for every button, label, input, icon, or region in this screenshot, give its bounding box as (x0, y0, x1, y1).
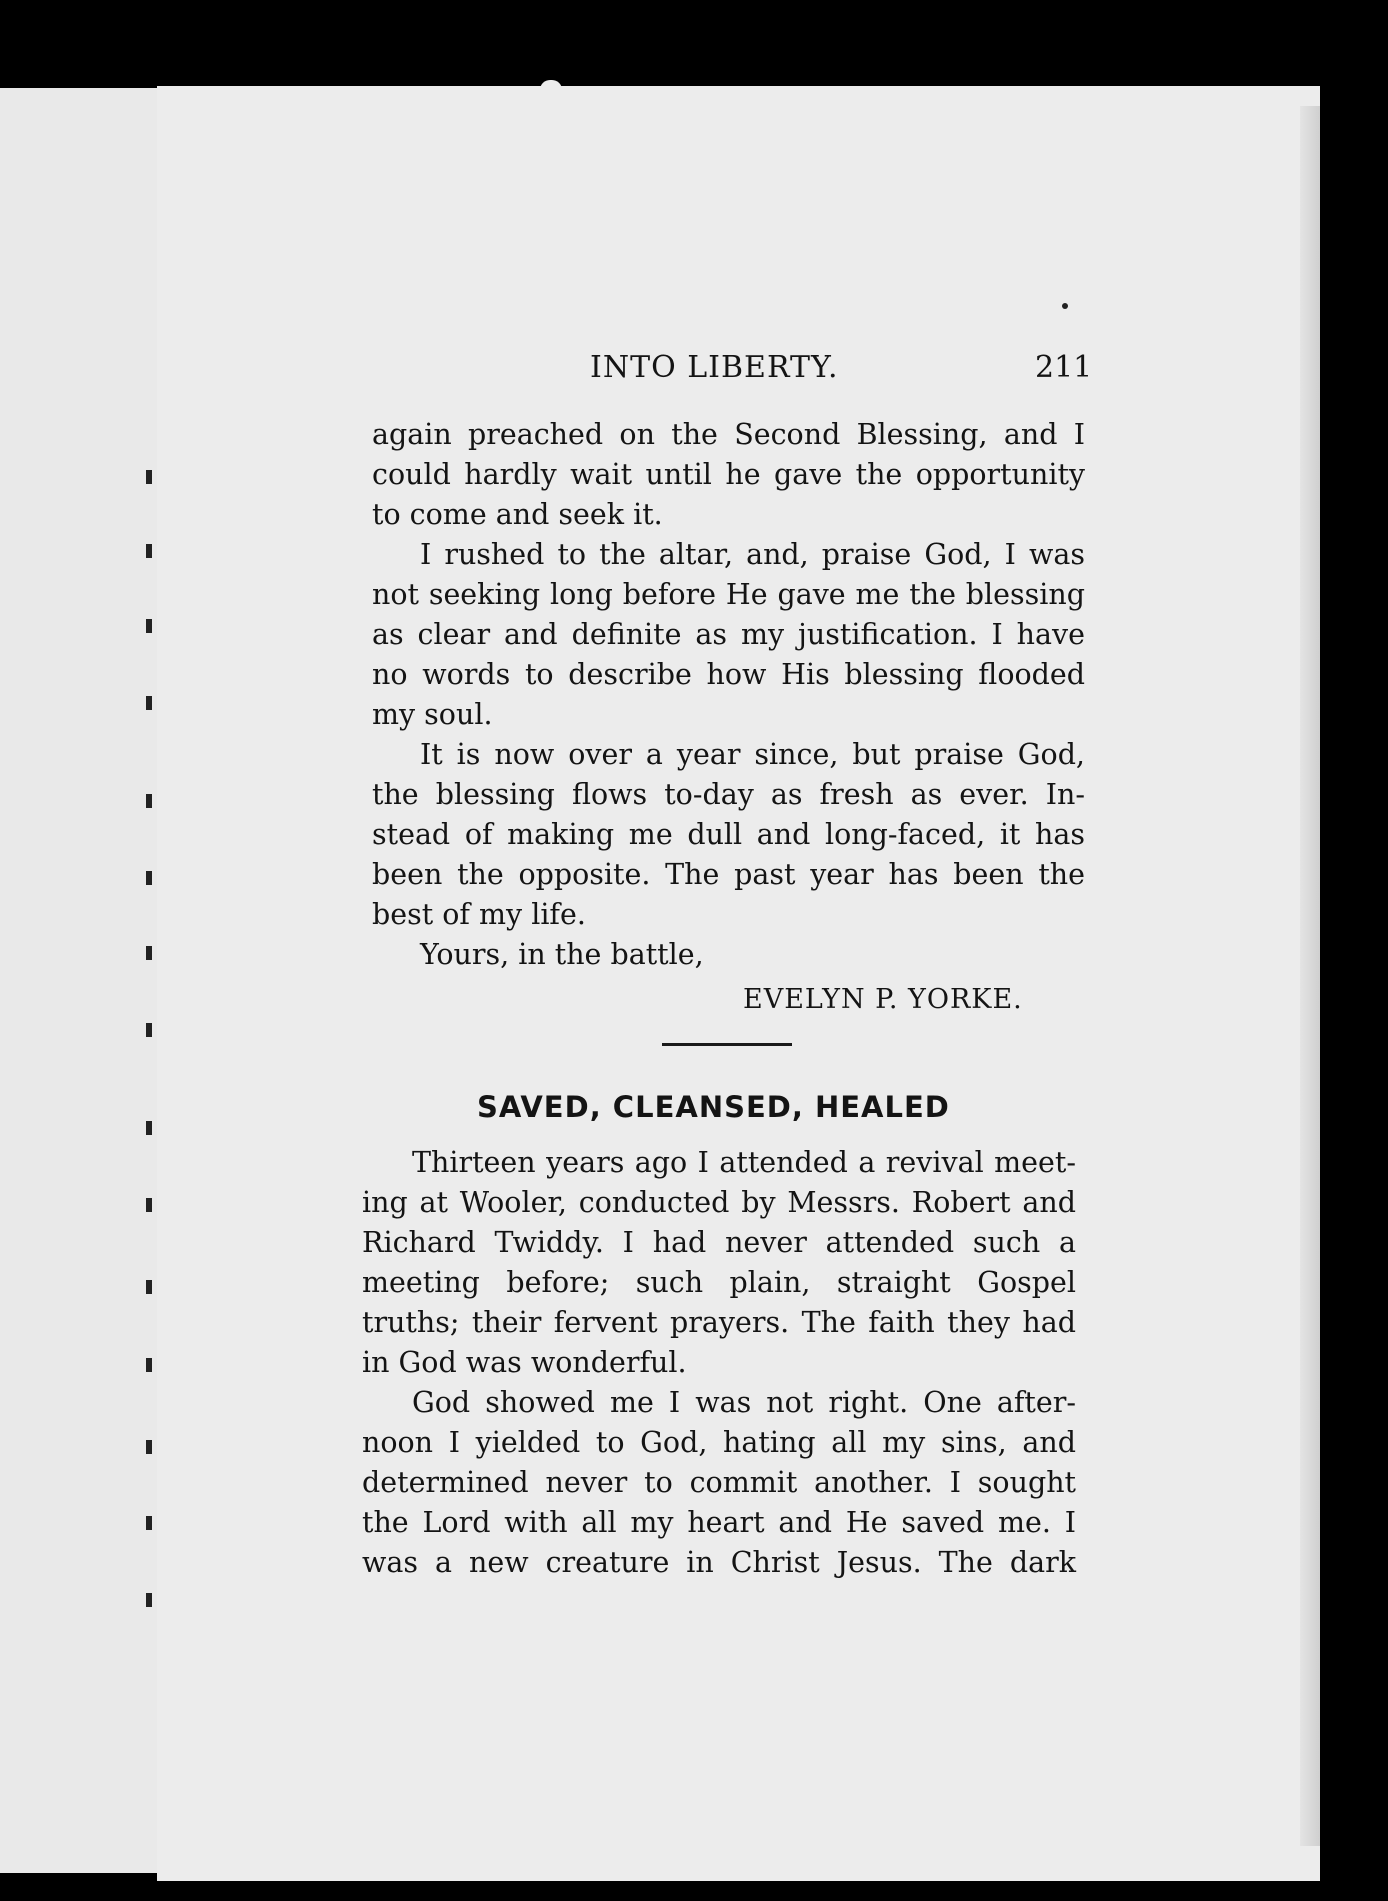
letter-line: could hardly wait until he gave the opportunity (372, 458, 1085, 491)
section-title: SAVED, CLEANSED, HEALED (477, 1090, 950, 1124)
edge-glyph (146, 1358, 152, 1372)
edge-glyph (146, 1023, 152, 1037)
letter-line: I rushed to the altar, and, praise God, I was (420, 538, 1085, 571)
letter-line: as clear and definite as my justification. I have (372, 618, 1085, 651)
section-line: meeting before; such plain, straight Gospel (362, 1266, 1076, 1299)
facing-page-edge (0, 88, 162, 1873)
section-divider (662, 1043, 792, 1046)
page-edge-shadow (1300, 106, 1320, 1846)
letter-line: the blessing flows to-day as fresh as ever. In- (372, 778, 1085, 811)
edge-glyph (146, 696, 152, 710)
page-number: 211 (1035, 350, 1093, 385)
letter-line: stead of making me dull and long-faced, it has (372, 818, 1085, 851)
edge-glyph (146, 1280, 152, 1294)
edge-glyph (146, 946, 152, 960)
section-line: was a new creature in Christ Jesus. The dark (362, 1546, 1076, 1579)
letter-signature: EVELYN P. YORKE. (743, 984, 1023, 1015)
letter-closing: Yours, in the battle, (420, 938, 704, 971)
section-line: in God was wonderful. (362, 1346, 687, 1379)
letter-line: my soul. (372, 698, 493, 731)
letter-line: to come and seek it. (372, 498, 663, 531)
section-line: the Lord with all my heart and He saved me. I (362, 1506, 1076, 1539)
section-line: determined never to commit another. I sought (362, 1466, 1076, 1499)
edge-glyph (146, 1440, 152, 1454)
running-head: INTO LIBERTY. (590, 350, 839, 385)
section-line: ing at Wooler, conducted by Messrs. Robert and (362, 1186, 1076, 1219)
edge-glyph (146, 794, 152, 808)
letter-line: not seeking long before He gave me the blessing (372, 578, 1085, 611)
section-line: God showed me I was not right. One after- (412, 1386, 1076, 1419)
letter-line: best of my life. (372, 898, 586, 931)
print-speck (1062, 303, 1068, 309)
edge-glyph (146, 1198, 152, 1212)
letter-line: no words to describe how His blessing flooded (372, 658, 1085, 691)
edge-glyph (146, 619, 152, 633)
letter-line: again preached on the Second Blessing, and I (372, 418, 1085, 451)
letter-line: been the opposite. The past year has been the (372, 858, 1085, 891)
edge-glyph (146, 871, 152, 885)
section-line: Thirteen years ago I attended a revival meet- (412, 1146, 1076, 1179)
edge-glyph (146, 1593, 152, 1607)
section-line: truths; their fervent prayers. The faith they had (362, 1306, 1076, 1339)
section-line: noon I yielded to God, hating all my sins, and (362, 1426, 1076, 1459)
edge-glyph (146, 1516, 152, 1530)
edge-glyph (146, 470, 152, 484)
edge-glyph (146, 1121, 152, 1135)
section-line: Richard Twiddy. I had never attended such a (362, 1226, 1076, 1259)
edge-glyph (146, 544, 152, 558)
letter-line: It is now over a year since, but praise God, (420, 738, 1085, 771)
